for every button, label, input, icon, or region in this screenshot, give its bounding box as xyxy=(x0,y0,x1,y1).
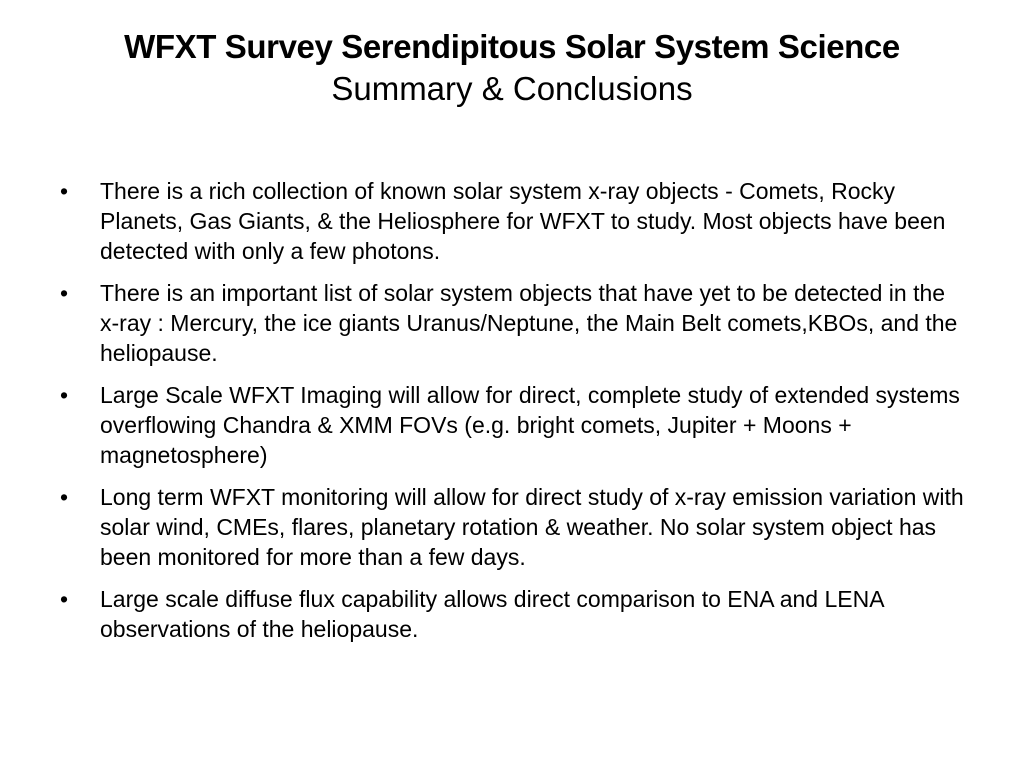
slide-title: WFXT Survey Serendipitous Solar System Science xyxy=(124,28,900,65)
bullet-dot-icon: • xyxy=(60,178,69,204)
slide-subtitle: Summary & Conclusions xyxy=(331,70,693,107)
bullet-text: Long term WFXT monitoring will allow for direct study of x-ray emission variation with solar wind, CMEs, flares, planetary rotation & weather. No solar system object has been monitored for more than a few days. xyxy=(100,484,964,570)
bullet-item xyxy=(60,482,970,572)
bullet-item xyxy=(60,278,970,368)
bullet-dot-icon: • xyxy=(60,484,69,510)
bullet-text: Large Scale WFXT Imaging will allow for direct, complete study of extended systems overflowing Chandra & XMM FOVs (e.g. bright comets, Jupiter + Moons + magnetosphere) xyxy=(100,382,960,468)
bullet-item xyxy=(60,176,970,266)
slide-title-block xyxy=(40,26,984,110)
bullet-text: There is an important list of solar system objects that have yet to be detected in the x-ray : Mercury, the ice giants Uranus/Neptune, the Main Belt comets,KBOs, and the heliopause. xyxy=(100,280,958,366)
bullet-list xyxy=(60,176,970,656)
bullet-text: Large scale diffuse flux capability allows direct comparison to ENA and LENA observations of the heliopause. xyxy=(100,586,884,642)
bullet-dot-icon: • xyxy=(60,586,69,612)
bullet-dot-icon: • xyxy=(60,382,69,408)
bullet-dot-icon: • xyxy=(60,280,69,306)
bullet-item xyxy=(60,584,970,644)
bullet-item xyxy=(60,380,970,470)
bullet-text: There is a rich collection of known solar system x-ray objects - Comets, Rocky Planets, Gas Giants, & the Heliosphere for WFXT to study. Most objects have been detected with only a few photons. xyxy=(100,178,946,264)
